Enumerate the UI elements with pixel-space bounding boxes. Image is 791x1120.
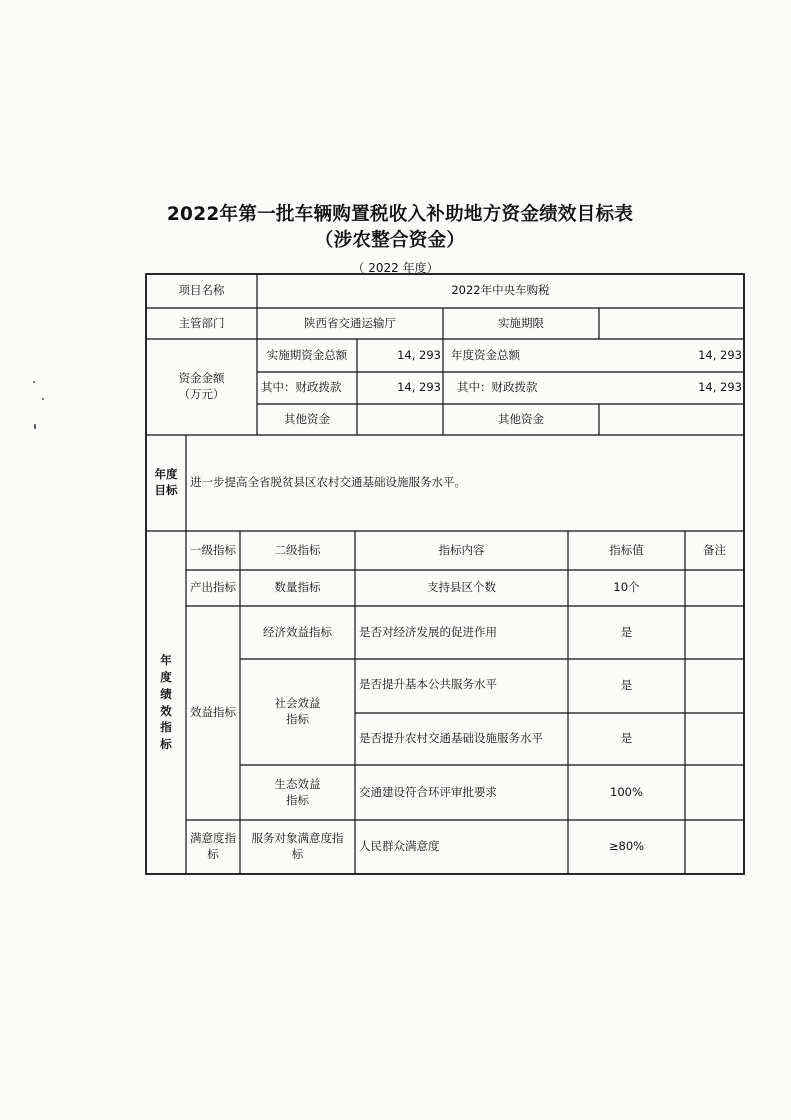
header-value: 指标值 [609, 542, 644, 557]
fiscal-value-annual: 14, 293 [698, 380, 742, 395]
social-level2-line1: 社会效益 [274, 696, 321, 711]
title-line2: （涉农整合资金） [314, 230, 466, 251]
ecology-level2-line1: 生态效益 [274, 776, 321, 791]
ecology-content: 交通建设符合环评审批要求 [359, 784, 497, 799]
section-char: 指 [160, 720, 172, 735]
dept-label: 主管部门 [178, 315, 225, 330]
total-funds-label: 实施期资金总额 [266, 347, 348, 362]
section-char: 标 [160, 736, 172, 751]
satisfaction-content: 人民群众满意度 [359, 839, 440, 854]
annual-funds-label: 年度资金总额 [451, 347, 520, 362]
funds-label-line2: （万元） [178, 387, 225, 401]
social-row1-value: 是 [620, 678, 633, 693]
social-level2 [240, 659, 355, 765]
funds-label [146, 339, 257, 435]
output-level2: 数量指标 [274, 580, 321, 595]
social-row2-content: 是否提升农村交通基础设施服务水平 [359, 731, 543, 746]
fiscal-value: 14, 293 [397, 380, 441, 395]
social-row1-content: 是否提升基本公共服务水平 [359, 677, 497, 691]
satisfaction-level1 [186, 820, 240, 874]
satisfaction-level1-line1: 满意度指 [190, 831, 236, 846]
section-char: 度 [160, 670, 172, 685]
header-level2: 二级指标 [274, 542, 321, 557]
other-funds-label-annual: 其他资金 [498, 411, 544, 426]
goal-label-line1: 年度 [154, 467, 178, 482]
satisfaction-level2-line1: 服务对象满意度指 [251, 831, 344, 846]
scan-speck [33, 381, 35, 383]
other-funds-label: 其他资金 [284, 411, 330, 426]
social-level2-line2: 指标 [286, 712, 309, 726]
goal-label [146, 435, 186, 531]
satisfaction-level1-line2: 标 [207, 847, 219, 861]
header-note: 备注 [703, 542, 726, 557]
annual-funds-value: 14, 293 [698, 347, 742, 362]
indicators-section-label [146, 531, 186, 874]
scan-speck [42, 398, 44, 400]
economic-value: 是 [620, 624, 633, 639]
section-char: 效 [160, 703, 172, 718]
output-content: 支持县区个数 [427, 580, 496, 595]
economic-level2: 经济效益指标 [263, 624, 332, 639]
header-level1: 一级指标 [190, 542, 236, 557]
benefit-level1: 效益指标 [190, 705, 236, 720]
output-value: 10个 [613, 580, 640, 595]
fiscal-label: 其中：财政拨款 [261, 380, 342, 395]
social-row2-value: 是 [620, 731, 633, 746]
header-content: 指标内容 [438, 542, 485, 557]
period-label: 实施期限 [498, 315, 544, 330]
project-name-label: 项目名称 [178, 283, 225, 298]
year-label: （ 2022 年度） [352, 261, 439, 275]
section-char: 年 [160, 653, 172, 668]
ecology-level2 [240, 765, 355, 820]
section-char: 绩 [160, 686, 172, 701]
scan-speck [34, 424, 36, 429]
funds-label-line1: 资金金额 [178, 371, 225, 386]
ecology-level2-line2: 指标 [286, 792, 309, 807]
goal-text: 进一步提高全省脱贫县区农村交通基础设施服务水平。 [190, 475, 466, 490]
ecology-value: 100% [610, 784, 643, 799]
goal-label-line2: 目标 [154, 483, 178, 497]
title-line1: 2022年第一批车辆购置税收入补助地方资金绩效目标表 [166, 204, 634, 225]
total-funds-value: 14, 293 [397, 347, 441, 362]
satisfaction-level2 [240, 820, 355, 874]
fiscal-label-annual: 其中：财政拨款 [457, 380, 538, 395]
dept-value: 陕西省交通运输厅 [304, 315, 396, 330]
period-value [599, 308, 744, 339]
project-name-value: 2022年中央车购税 [451, 283, 550, 298]
satisfaction-level2-line2: 标 [291, 847, 304, 861]
satisfaction-value: ≥80% [608, 839, 645, 854]
output-level1: 产出指标 [190, 580, 236, 595]
economic-content: 是否对经济发展的促进作用 [359, 624, 497, 639]
